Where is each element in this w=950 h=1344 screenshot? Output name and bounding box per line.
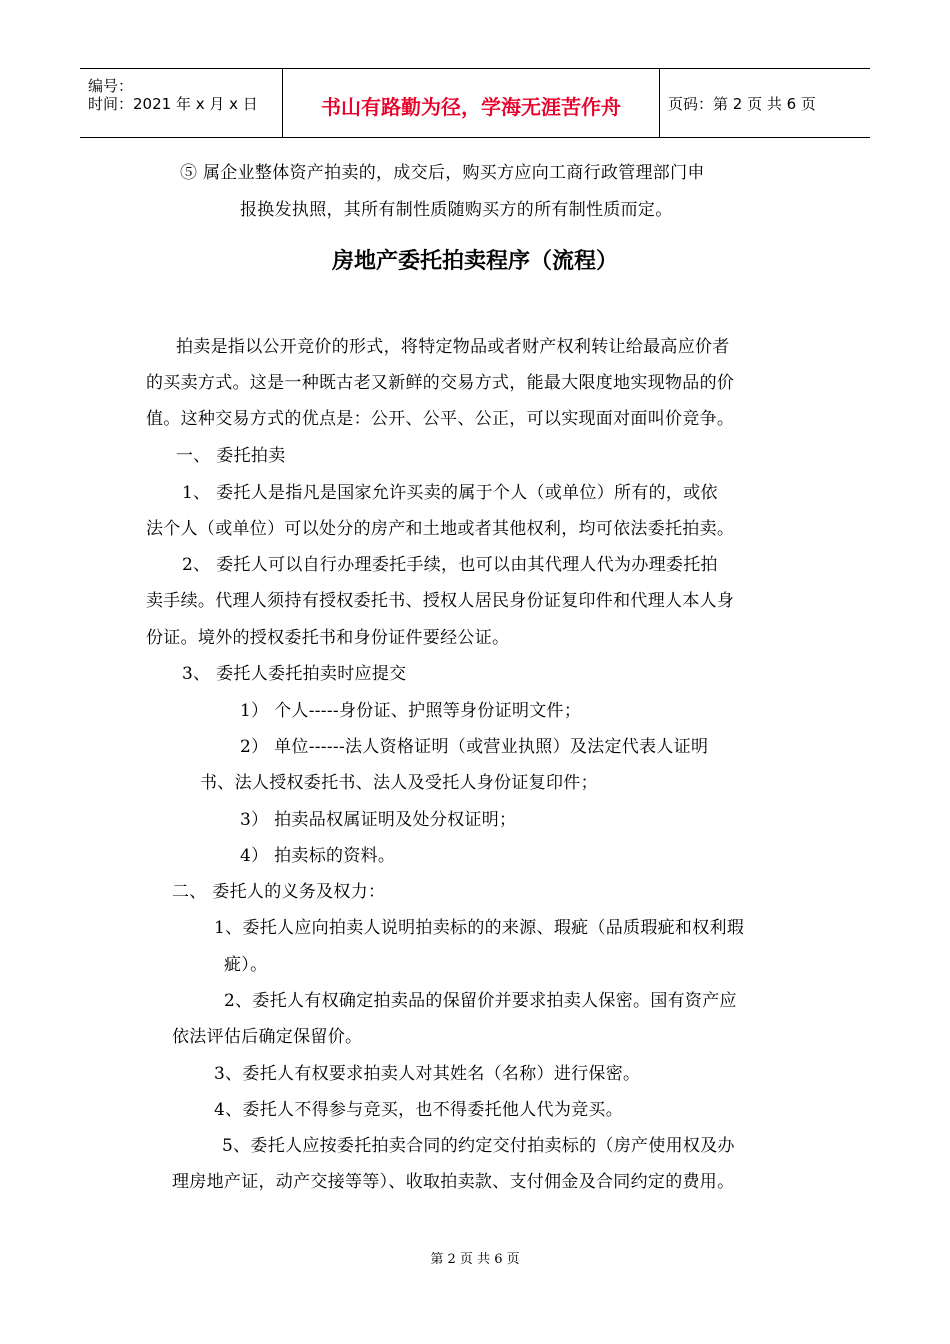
body-line: 2、 委托人可以自行办理委托手续，也可以由其代理人代为办理委托拍 (182, 555, 718, 575)
body-line: 依法评估后确定保留价。 (172, 1027, 363, 1047)
body-line: 报换发执照，其所有制性质随购买方的所有制性质而定。 (240, 200, 673, 220)
body-line: 书、法人授权委托书、法人及受托人身份证复印件； (200, 773, 598, 793)
body-line: ⑤ 属企业整体资产拍卖的，成交后，购买方应向工商行政管理部门申 (180, 163, 705, 183)
page-footer: 第 2 页 共 6 页 (430, 1252, 520, 1267)
body-line: 值。这种交易方式的优点是：公开、公平、公正，可以实现面对面叫价竞争。 (146, 409, 735, 429)
header-meta-cell (80, 69, 283, 137)
body-line: 的买卖方式。这是一种既古老又新鲜的交易方式，能最大限度地实现物品的价 (146, 373, 735, 393)
body-line: 法个人（或单位）可以处分的房产和土地或者其他权利，均可依法委托拍卖。 (146, 519, 735, 539)
body-line: 卖手续。代理人须持有授权委托书、授权人居民身份证复印件和代理人本人身 (146, 591, 735, 611)
document-date: 时间：2021 年 x 月 x 日 (88, 95, 258, 113)
body-line: 2、委托人有权确定拍卖品的保留价并要求拍卖人保密。国有资产应 (224, 991, 737, 1011)
section-heading: 一、 委托拍卖 (176, 446, 286, 466)
body-line: 理房地产证，动产交接等等）、收取拍卖款、支付佣金及合同约定的费用。 (172, 1172, 735, 1192)
body-line: 拍卖是指以公开竞价的形式，将特定物品或者财产权利转让给最高应价者 (176, 337, 730, 357)
body-line: 3、委托人有权要求拍卖人对其姓名（名称）进行保密。 (214, 1064, 641, 1084)
body-line: 疵）。 (224, 955, 268, 975)
header-motto-cell (283, 69, 660, 137)
header-motto: 书山有路勤为径，学海无涯苦作舟 (321, 95, 621, 119)
body-line: 1、委托人应向拍卖人说明拍卖标的的来源、瑕疵（品质瑕疵和权利瑕 (214, 918, 745, 938)
list-item: 1） 个人-----身份证、护照等身份证明文件； (240, 701, 582, 721)
header-page-cell (660, 69, 870, 137)
body-line: 5、委托人应按委托拍卖合同的约定交付拍卖标的（房产使用权及办 (222, 1136, 735, 1156)
body-line: 4、委托人不得参与竞买，也不得委托他人代为竞买。 (214, 1100, 624, 1120)
document-number: 编号： (88, 77, 134, 95)
body-line: 1、 委托人是指凡是国家允许买卖的属于个人（或单位）所有的，或依 (182, 483, 718, 503)
document-header (80, 68, 870, 138)
section-heading: 二、 委托人的义务及权力： (172, 882, 386, 902)
body-line: 份证。境外的授权委托书和身份证件要经公证。 (146, 628, 510, 648)
page-title: 房地产委托拍卖程序（流程） (331, 249, 618, 274)
list-item: 2） 单位------法人资格证明（或营业执照）及法定代表人证明 (240, 737, 709, 757)
list-item: 3） 拍卖品权属证明及处分权证明； (240, 810, 517, 830)
body-line: 3、 委托人委托拍卖时应提交 (182, 664, 407, 684)
list-item: 4） 拍卖标的资料。 (240, 846, 396, 866)
header-page-number: 页码：第 2 页 共 6 页 (668, 95, 816, 113)
